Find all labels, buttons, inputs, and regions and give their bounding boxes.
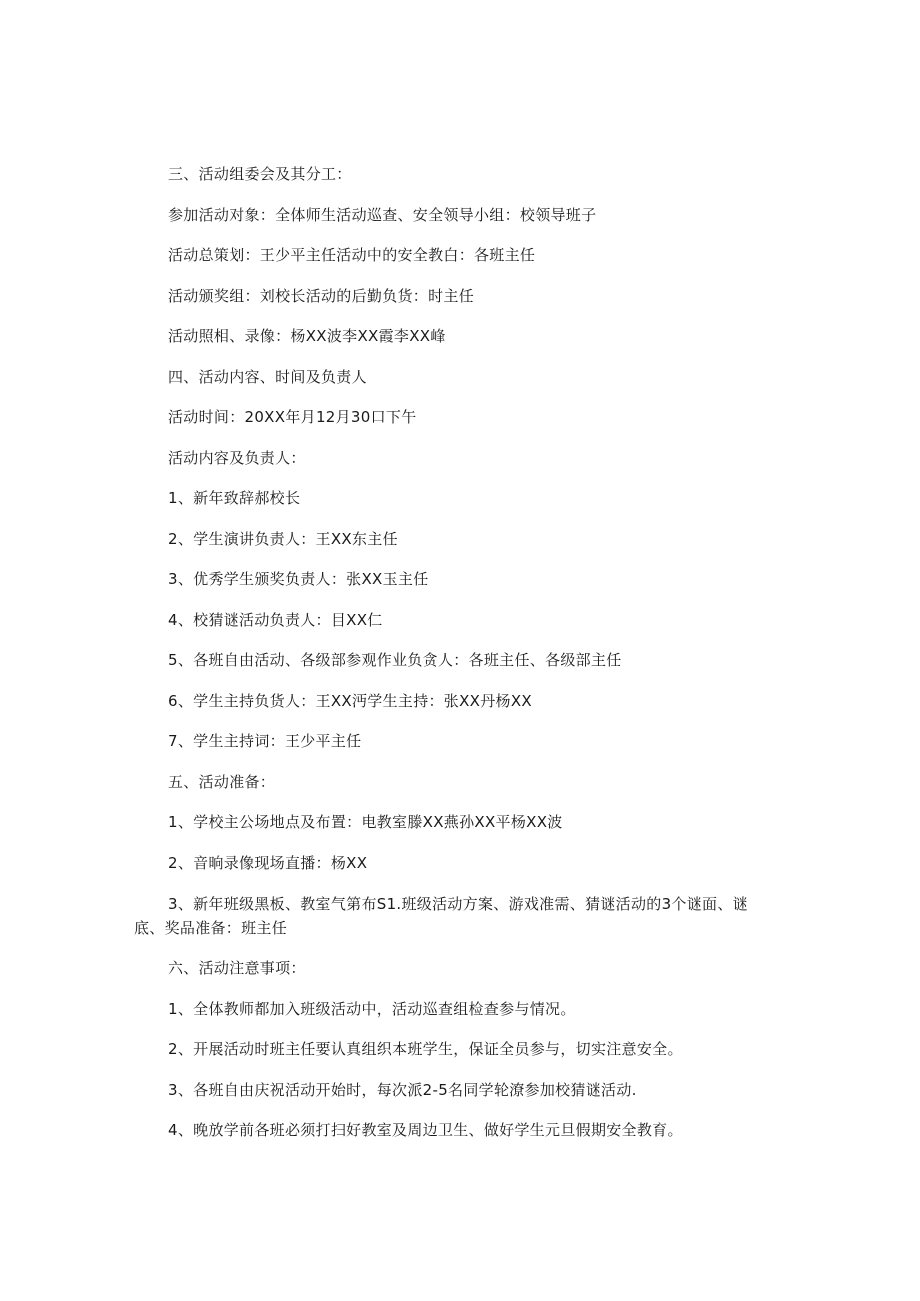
list-item-wrapped: 3、新年班级黑板、教室气第布S1.班级活动方案、游戏准需、猜谜活动的3个谜面、谜底、奖品准备：班主任: [134, 895, 748, 937]
list-item: 2、音晌录像现场直播：杨XX: [168, 854, 368, 872]
list-item: 1、全体教师都加入班级活动中，活动巡查组检查参与情况。: [168, 1000, 576, 1018]
list-item: 2、开展活动时班主任要认真组织本班学生，保证全员参与，切实注意安全。: [168, 1040, 683, 1058]
list-item: 4、晚放学前各班必须打扫好教室及周边卫生、做好学生元旦假期安全教育。: [168, 1121, 683, 1139]
list-item: 5、各班自由活动、各级部参观作业负贪人：各班主任、各级部主任: [168, 651, 622, 669]
section-4-heading: 四、活动内容、时间及负责人: [168, 368, 367, 386]
section-6-heading: 六、活动注意事项：: [168, 959, 306, 977]
section-3-line: 活动照相、录像：杨XX波李XX霞李XX峰: [168, 327, 446, 345]
section-3-heading: 三、活动组委会及其分工：: [168, 165, 352, 183]
list-item: 1、新年致辞郝校长: [168, 489, 301, 507]
list-item: 3、各班自由庆祝活动开始时，每次派2-5名同学轮潦参加校猜谜活动.: [168, 1081, 637, 1099]
list-item: 1、学校主公场地点及布置：电教室滕XX燕孙XX平杨XX波: [168, 813, 563, 831]
list-item: 3、优秀学生颁奖负责人：张XX玉主任: [168, 570, 429, 588]
activity-time: 活动时间：20XX年月12月30口下午: [168, 408, 417, 426]
section-3-line: 活动总策划：王少平主任活动中的安全教白：各班主任: [168, 246, 536, 264]
list-item: 7、学生主持词：王少平主任: [168, 732, 362, 750]
content-heading: 活动内容及负责人：: [168, 449, 306, 467]
section-3-line: 参加活动对象：全体师生活动巡查、安全领导小组：校领导班子: [168, 206, 597, 224]
list-item: 4、校猜谜活动负责人：目XX仁: [168, 611, 383, 629]
section-3-line: 活动颁奖组：刘校长活动的后勤负货：时主任: [168, 287, 475, 305]
list-item: 6、学生主持负货人：王XX沔学生主持：张XX丹杨XX: [168, 692, 533, 710]
list-item: 2、学生演讲负责人：王XX东主任: [168, 530, 398, 548]
section-5-heading: 五、活动准备：: [168, 773, 276, 791]
